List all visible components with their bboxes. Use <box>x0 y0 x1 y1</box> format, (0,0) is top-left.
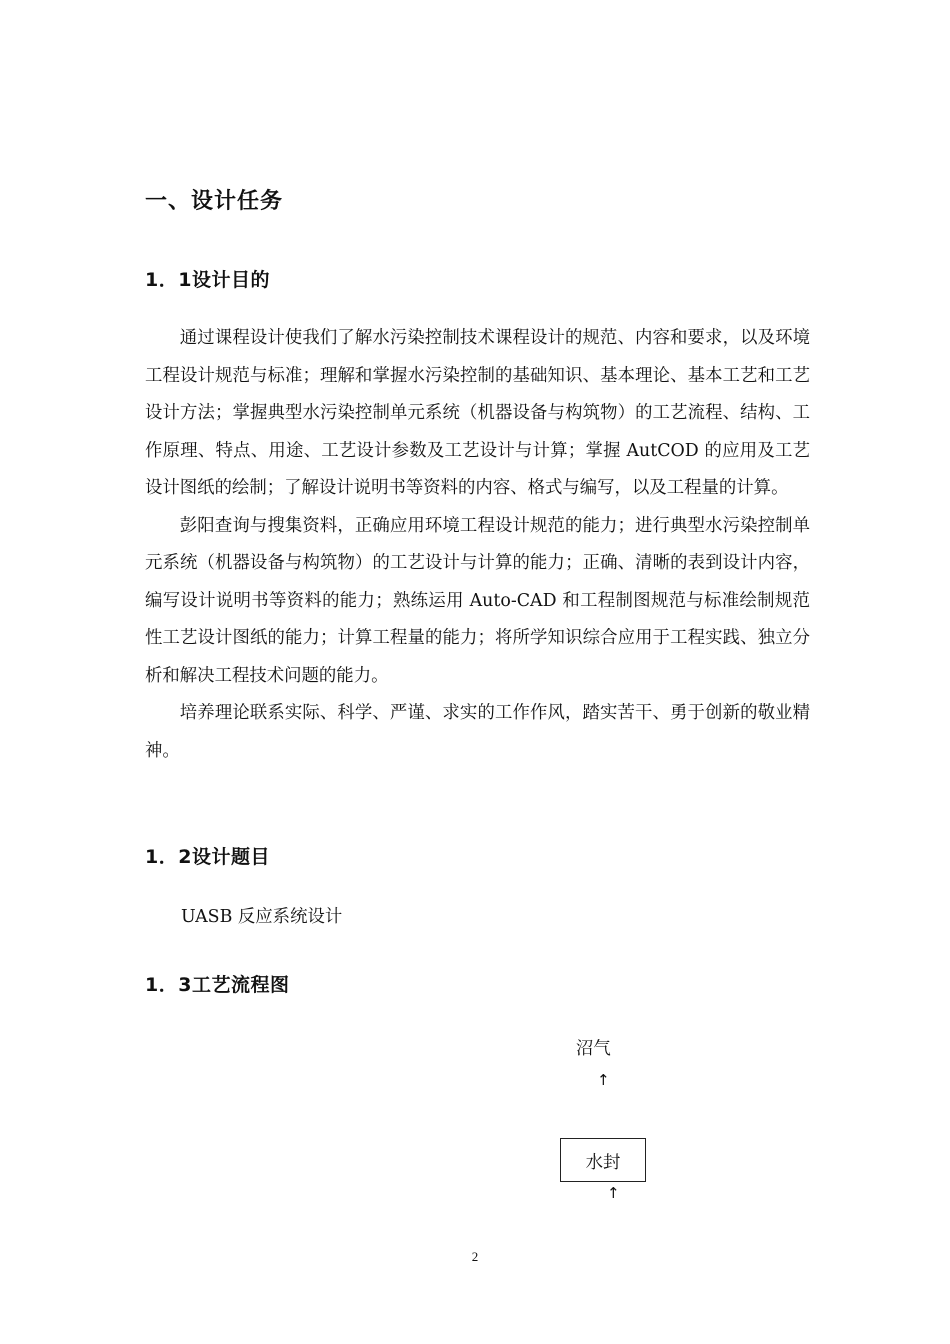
water-seal-box <box>560 1138 646 1182</box>
subsection-heading-flowchart: 1．3工艺流程图 <box>145 974 290 996</box>
page-number: 2 <box>471 1249 479 1264</box>
design-topic-text: UASB 反应系统设计 <box>181 907 343 927</box>
biogas-label: 沼气 <box>576 1039 611 1059</box>
up-arrow-icon: ↑ <box>597 1071 610 1089</box>
paragraph: 培养理论联系实际、科学、严谨、求实的工作作风，踏实苦干、勇于创新的敬业精神。 <box>145 703 810 761</box>
paragraph: 彭阳查询与搜集资料，正确应用环境工程设计规范的能力；进行典型水污染控制单元系统（机器设备与构筑物）的工艺设计与计算的能力；正确、清晰的表到设计内容，编写设计说明书等资料的能力；熟练运用 Auto-CAD 和工程制图规范与标准绘制规范性工艺设计图纸的能力；计算工程量的能力；将所学知识综合应用于工程实践、独立分析和解决工程技术问题的能力。 <box>145 515 810 686</box>
purpose-body <box>145 320 810 770</box>
water-seal-label: 水封 <box>585 1152 621 1173</box>
up-arrow-icon: ↑ <box>607 1184 620 1202</box>
subsection-heading-topic: 1．2设计题目 <box>145 846 270 868</box>
subsection-heading-purpose: 1．1设计目的 <box>145 269 270 291</box>
paragraph: 通过课程设计使我们了解水污染控制技术课程设计的规范、内容和要求，以及环境工程设计规范与标准；理解和掌握水污染控制的基础知识、基本理论、基本工艺和工艺设计方法；掌握典型水污染控制单元系统（机器设备与构筑物）的工艺流程、结构、工作原理、特点、用途、工艺设计参数及工艺设计与计算；掌握 AutCOD 的应用及工艺设计图纸的绘制；了解设计说明书等资料的内容、格式与编写，以及工程量的计算。 <box>145 328 810 498</box>
section-heading: 一、设计任务 <box>145 189 284 214</box>
